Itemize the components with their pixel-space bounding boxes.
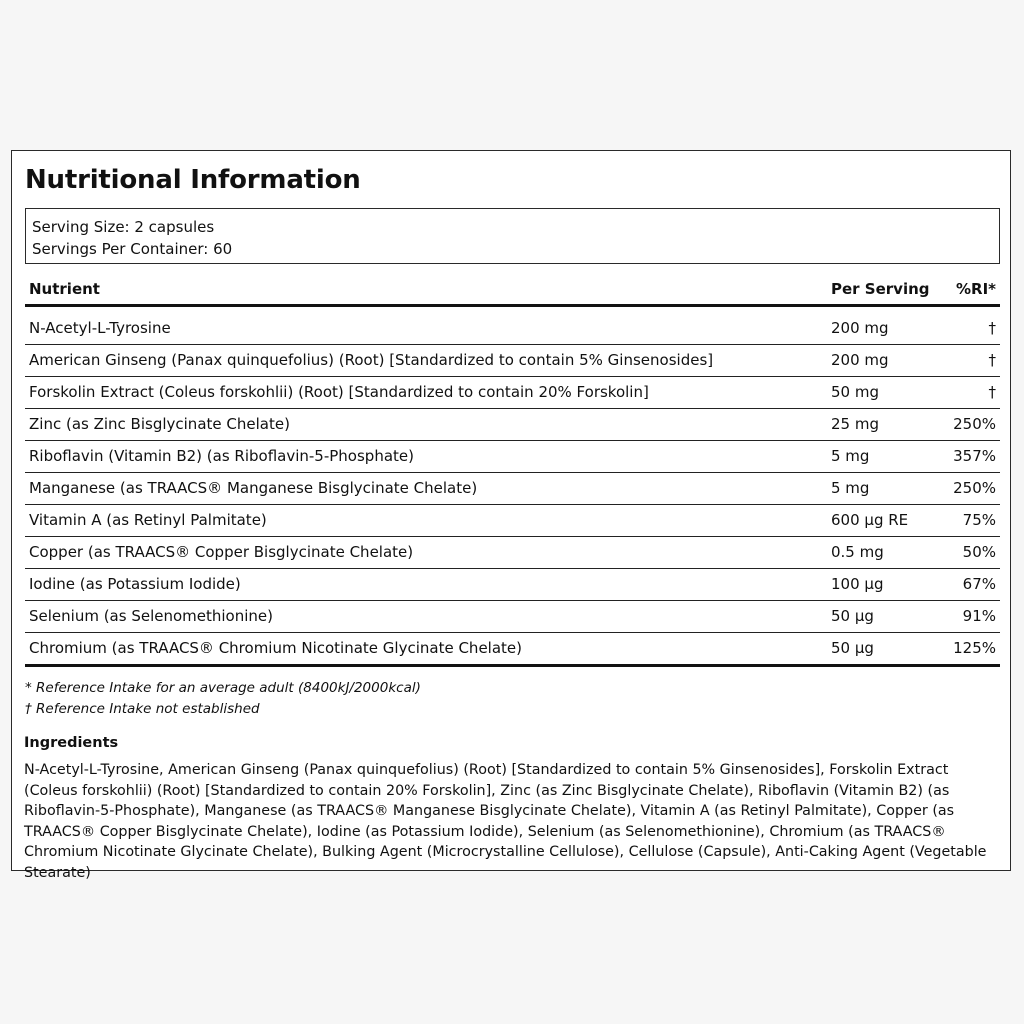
table-row xyxy=(25,569,1000,601)
nutrient-name: Selenium (as Selenomethionine) xyxy=(29,607,273,625)
nutrient-per-serving: 50 µg xyxy=(831,639,874,657)
table-row xyxy=(25,313,1000,345)
nutrient-ri: 50% xyxy=(962,543,996,561)
nutrient-name: Riboflavin (Vitamin B2) (as Riboflavin-5-Phosphate) xyxy=(29,447,414,465)
nutrient-per-serving: 50 mg xyxy=(831,383,879,401)
footnotes xyxy=(25,678,421,720)
header-per-serving: Per Serving xyxy=(831,280,930,298)
nutrient-per-serving: 200 mg xyxy=(831,351,889,369)
table-body xyxy=(25,307,1000,667)
nutrient-ri: 250% xyxy=(953,415,996,433)
nutrient-name: Vitamin A (as Retinyl Palmitate) xyxy=(29,511,267,529)
nutrient-name: Manganese (as TRAACS® Manganese Bisglycinate Chelate) xyxy=(29,479,478,497)
nutrient-name: Zinc (as Zinc Bisglycinate Chelate) xyxy=(29,415,290,433)
nutrient-table xyxy=(25,275,1000,667)
nutrient-per-serving: 5 mg xyxy=(831,447,870,465)
nutrient-per-serving: 100 µg xyxy=(831,575,884,593)
nutrient-ri: † xyxy=(988,319,996,337)
table-header xyxy=(25,275,1000,307)
page-title: Nutritional Information xyxy=(25,165,361,195)
nutrient-ri: 67% xyxy=(962,575,996,593)
table-row xyxy=(25,601,1000,633)
nutrient-name: Copper (as TRAACS® Copper Bisglycinate Chelate) xyxy=(29,543,414,561)
nutrition-panel xyxy=(11,150,1011,881)
nutrient-ri: 125% xyxy=(953,639,996,657)
serving-size: Serving Size: 2 capsules xyxy=(32,218,215,236)
table-row xyxy=(25,345,1000,377)
nutrient-ri: † xyxy=(988,351,996,369)
nutrient-per-serving: 600 µg RE xyxy=(831,511,909,529)
nutrient-per-serving: 0.5 mg xyxy=(831,543,884,561)
nutrient-ri: † xyxy=(988,383,996,401)
nutrient-name: Forskolin Extract (Coleus forskohlii) (Root) [Standardized to contain 20% Forskolin] xyxy=(29,383,649,401)
table-row xyxy=(25,473,1000,505)
ingredients-text: N-Acetyl-L-Tyrosine, American Ginseng (Panax quinquefolius) (Root) [Standardized to contain 5% Ginsenosides], Forskolin Extract (Coleus forskohlii) (Root) [Standardized to contain 20% Forskolin], Zinc (as Zinc Bisglycinate Chelate), Riboflavin (Vitamin B2) (as Riboflavin-5-Phosphate), Manganese (as TRAACS® Manganese Bisglycinate Chelate), Vitamin A (as Retinyl Palmitate), Copper (as TRAACS® Copper Bisglycinate Chelate), Iodine (as Potassium Iodide), Selenium (as Selenomethionine), Chromium (as TRAACS® Chromium Nicotinate Glycinate Chelate), Bulking Agent (Microcrystalline Cellulose), Cellulose (Capsule), Anti-Caking Agent (Vegetable Stearate) xyxy=(24,762,987,881)
table-row xyxy=(25,377,1000,409)
table-row xyxy=(25,441,1000,473)
header-nutrient: Nutrient xyxy=(29,280,100,298)
table-row xyxy=(25,633,1000,667)
nutrient-name: Iodine (as Potassium Iodide) xyxy=(29,575,241,593)
header-ri: %RI* xyxy=(955,280,996,298)
nutrient-ri: 357% xyxy=(953,447,996,465)
nutrient-per-serving: 5 mg xyxy=(831,479,870,497)
nutrient-ri: 91% xyxy=(962,607,996,625)
nutrient-per-serving: 25 mg xyxy=(831,415,879,433)
nutrient-name: American Ginseng (Panax quinquefolius) (Root) [Standardized to contain 5% Ginsenosides] xyxy=(29,351,714,369)
footnote-reference-intake: * Reference Intake for an average adult (8400kJ/2000kcal) xyxy=(25,680,421,696)
nutrient-name: N-Acetyl-L-Tyrosine xyxy=(29,319,171,337)
table-row xyxy=(25,505,1000,537)
table-row xyxy=(25,537,1000,569)
footnote-not-established: † Reference Intake not established xyxy=(25,701,260,717)
nutrient-per-serving: 200 mg xyxy=(831,319,889,337)
nutrient-ri: 250% xyxy=(953,479,996,497)
serving-info-box xyxy=(25,208,1000,264)
nutrient-name: Chromium (as TRAACS® Chromium Nicotinate Glycinate Chelate) xyxy=(29,639,522,657)
servings-per-container: Servings Per Container: 60 xyxy=(32,240,233,258)
nutrient-per-serving: 50 µg xyxy=(831,607,874,625)
table-row xyxy=(25,409,1000,441)
nutrient-ri: 75% xyxy=(962,511,996,529)
ingredients-heading: Ingredients xyxy=(24,735,119,751)
